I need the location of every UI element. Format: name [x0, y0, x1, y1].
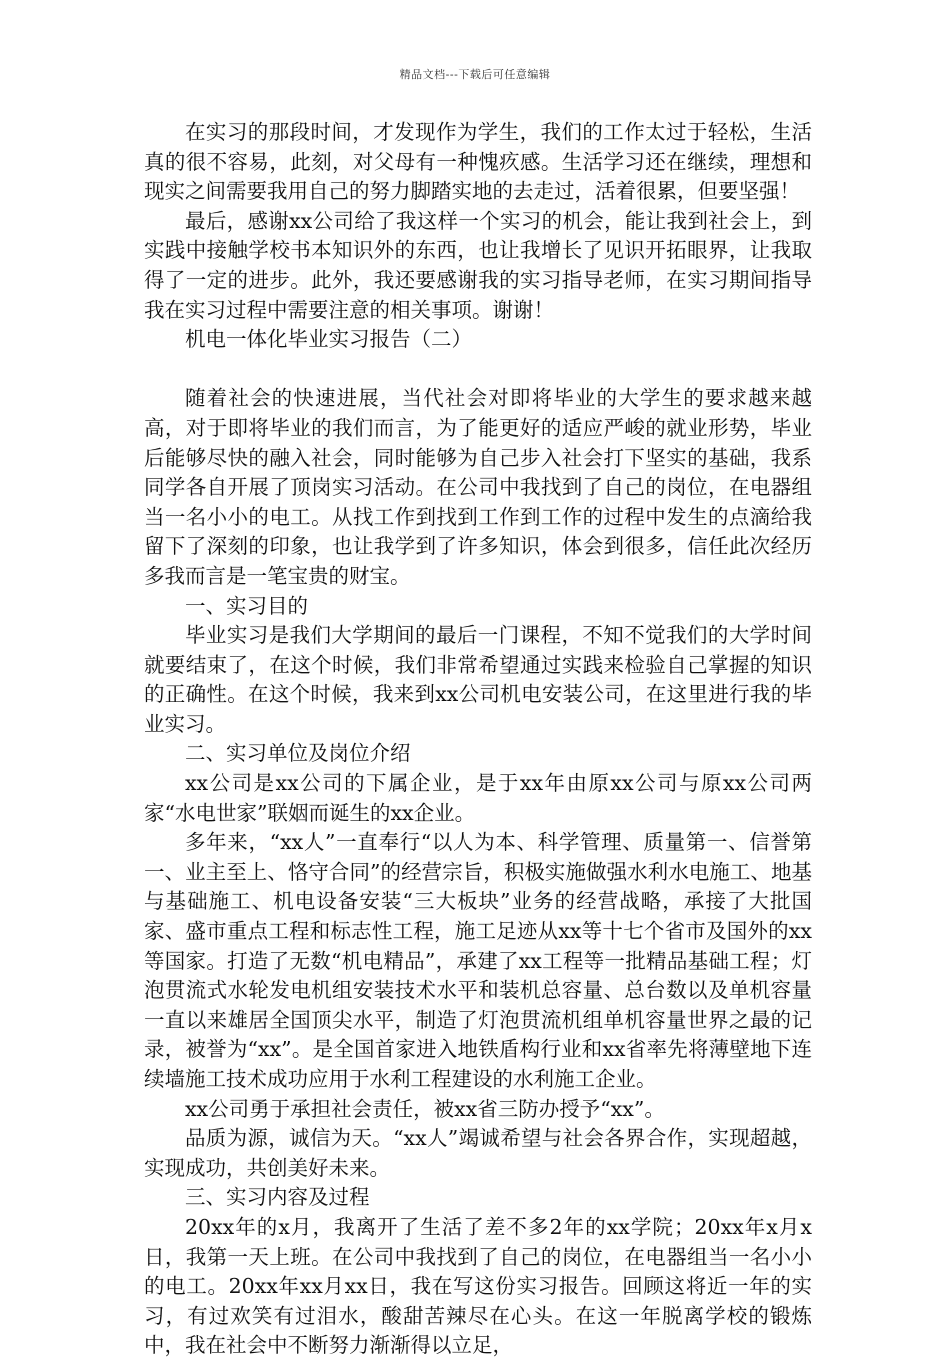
section-title: 机电一体化毕业实习报告（二）	[185, 327, 472, 352]
paragraph: 品质为源，诚信为天。“xx人”竭诚希望与社会各界合作，实现超越，实现成功，共创美好未来。	[144, 1126, 812, 1180]
paragraph: 多年来，“xx人”一直奉行“以人为本、科学管理、质量第一、信誉第一、业主至上、恪守合同”的经营宗旨，积极实施做强水利水电施工、地基与基础施工、机电设备安装“三大板块”业务的经营战略，承接了大批国家、盛市重点工程和标志性工程，施工足迹从xx等十七个省市及国外的xx等国家。打造了无数“机电精品”，承建了xx工程等一批精品基础工程；灯泡贯流式水轮发电机组安装技术水平和装机总容量、总台数以及单机容量一直以来雄居全国顶尖水平，制造了灯泡贯流机组单机容量世界之最的记录，被誉为“xx”。是全国首家进入地铁盾构行业和xx省率先将薄壁地下连续墙施工技术成功应用于水利工程建设的水利施工企业。	[144, 830, 812, 1091]
section-heading: 一、实习目的	[185, 593, 308, 618]
blank-line	[144, 355, 812, 385]
document-body	[144, 118, 812, 1361]
section-heading: 二、实习单位及岗位介绍	[185, 741, 411, 766]
paragraph: 在实习的那段时间，才发现作为学生，我们的工作太过于轻松，生活真的很不容易，此刻，对父母有一种愧疚感。生活学习还在继续，理想和现实之间需要我用自己的努力脚踏实地的去走过，活着很累，但要坚强！	[144, 120, 812, 204]
paragraph: 最后，感谢xx公司给了我这样一个实习的机会，能让我到社会上，到实践中接触学校书本知识外的东西，也让我增长了见识开拓眼界，让我取得了一定的进步。此外，我还要感谢我的实习指导老师，在实习期间指导我在实习过程中需要注意的相关事项。谢谢！	[144, 208, 812, 322]
paragraph: 毕业实习是我们大学期间的最后一门课程，不知不觉我们的大学时间就要结束了，在这个时候，我们非常希望通过实践来检验自己掌握的知识的正确性。在这个时候，我来到xx公司机电安装公司，在这里进行我的毕业实习。	[144, 623, 812, 736]
paragraph: xx公司是xx公司的下属企业，是于xx年由原xx公司与原xx公司两家“水电世家”联姻而诞生的xx企业。	[144, 771, 812, 825]
paragraph: xx公司勇于承担社会责任，被xx省三防办授予“xx”。	[185, 1096, 665, 1121]
section-heading: 三、实习内容及过程	[185, 1185, 370, 1210]
page-header: 精品文档---下载后可任意编辑	[399, 68, 551, 81]
paragraph: 20xx年的x月，我离开了生活了差不多2年的xx学院；20xx年x月x日，我第一天上班。在公司中我找到了自己的岗位，在电器组当一名小小的电工。20xx年xx月xx日，我在写这份实习报告。回顾这将近一年的实习，有过欢笑有过泪水，酸甜苦辣尽在心头。在这一年脱离学校的锻炼中，我在社会中不断努力渐渐得以立足，	[144, 1214, 812, 1358]
paragraph: 随着社会的快速进展，当代社会对即将毕业的大学生的要求越来越高，对于即将毕业的我们而言，为了能更好的适应严峻的就业形势，毕业后能够尽快的融入社会，同时能够为自己步入社会打下坚实的基础，我系同学各自开展了顶岗实习活动。在公司中我找到了自己的岗位，在电器组当一名小小的电工。从找工作到找到工作到工作的过程中发生的点滴给我留下了深刻的印象，也让我学到了许多知识，体会到很多，信任此次经历多我而言是一笔宝贵的财宝。	[144, 386, 812, 588]
